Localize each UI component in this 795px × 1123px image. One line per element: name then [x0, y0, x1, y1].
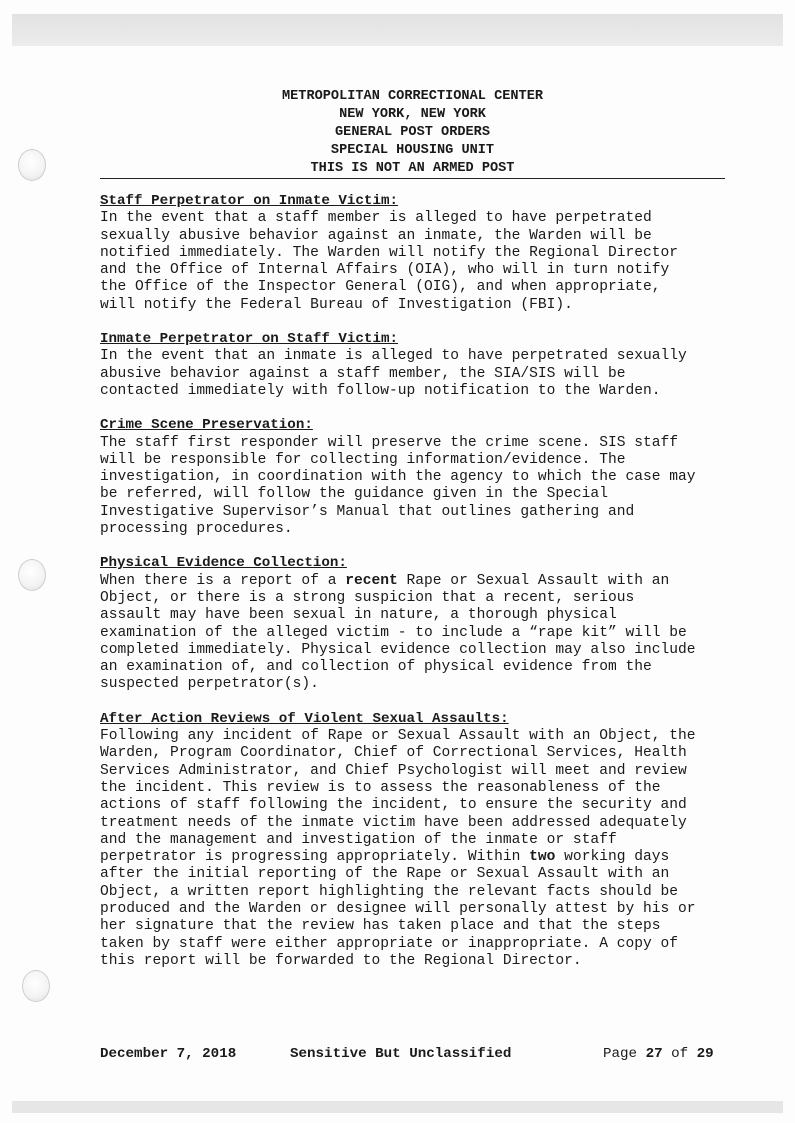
- text-run: Rape or Sexual Assault with an: [397, 572, 670, 589]
- text-line: produced and the Warden or designee will personally attest by his or: [100, 900, 696, 917]
- text-run: When there is a report of a: [100, 572, 346, 589]
- text-line: treatment needs of the inmate victim have been addressed adequately: [100, 814, 687, 831]
- section-title: Crime Scene Preservation:: [100, 417, 313, 434]
- text-line: processing procedures.: [100, 521, 293, 538]
- text-run: perpetrator is progressing appropriately. Within: [100, 849, 530, 866]
- scan-edge-top: [12, 14, 783, 46]
- text-line: sexually abusive behavior against an inmate, the Warden will be: [100, 227, 652, 244]
- section-title: Physical Evidence Collection:: [100, 555, 347, 572]
- text-line: notified immediately. The Warden will notify the Regional Director: [100, 244, 679, 261]
- text-line: the Office of the Inspector General (OIG), and when appropriate,: [100, 279, 661, 296]
- text-run: working days: [555, 849, 670, 866]
- text-line: an examination of, and collection of physical evidence from the: [100, 659, 652, 676]
- text-line: assault may have been sexual in nature, a thorough physical: [100, 607, 617, 624]
- text-line: Investigative Supervisor’s Manual that outlines gathering and: [100, 503, 635, 520]
- emphasis-recent: recent: [345, 572, 398, 589]
- page-of: of: [662, 1046, 697, 1062]
- text-line: her signature that the review has taken place and that the steps: [100, 918, 661, 935]
- text-line: contacted immediately with follow-up notification to the Warden.: [100, 382, 661, 399]
- section-inmate-perpetrator: [100, 331, 760, 400]
- binder-hole-middle: [18, 559, 46, 591]
- document-header: [100, 88, 725, 178]
- section-crime-scene: [100, 417, 760, 538]
- footer-classification: Sensitive But Unclassified: [290, 1046, 512, 1062]
- text-line: actions of staff following the incident, to ensure the security and: [100, 797, 687, 814]
- text-line: [100, 849, 760, 866]
- section-after-action-reviews: [100, 711, 760, 970]
- text-line: examination of the alleged victim - to include a “rape kit” will be: [100, 624, 687, 641]
- text-line: In the event that an inmate is alleged to have perpetrated sexually: [100, 348, 687, 365]
- section-title: Staff Perpetrator on Inmate Victim:: [100, 193, 398, 209]
- header-unit: SPECIAL HOUSING UNIT: [330, 143, 495, 158]
- document-body: [100, 193, 760, 987]
- text-line: the incident. This review is to assess the reasonableness of the: [100, 779, 661, 796]
- section-title: Inmate Perpetrator on Staff Victim:: [100, 331, 398, 348]
- text-line: Services Administrator, and Chief Psychologist will meet and review: [100, 762, 687, 779]
- footer-page-number: [603, 1046, 714, 1062]
- text-line: Object, a written report highlighting the relevant facts should be: [100, 883, 679, 900]
- footer-date: December 7, 2018: [100, 1046, 237, 1062]
- scan-edge-bottom: [12, 1101, 783, 1113]
- page-total: 29: [696, 1046, 714, 1062]
- binder-hole-bottom: [22, 970, 50, 1002]
- emphasis-two: two: [529, 849, 556, 866]
- text-line: Warden, Program Coordinator, Chief of Correctional Services, Health: [100, 745, 687, 762]
- text-line: Object, or there is a strong suspicion that a recent, serious: [100, 589, 635, 606]
- text-line: The staff first responder will preserve the crime scene. SIS staff: [100, 434, 679, 451]
- text-line: abusive behavior against a staff member, the SIA/SIS will be: [100, 365, 626, 382]
- text-line: will notify the Federal Bureau of Investigation (FBI).: [100, 296, 573, 313]
- text-line: taken by staff were either appropriate or inappropriate. A copy of: [100, 935, 679, 952]
- text-line: this report will be forwarded to the Regional Director.: [100, 952, 582, 969]
- text-line: and the Office of Internal Affairs (OIA), who will in turn notify: [100, 262, 670, 279]
- section-staff-perpetrator: [100, 193, 760, 314]
- text-line: In the event that a staff member is alleged to have perpetrated: [100, 210, 652, 227]
- header-divider: [100, 178, 725, 179]
- text-line: Following any incident of Rape or Sexual Assault with an Object, the: [100, 728, 696, 745]
- binder-hole-top: [18, 149, 46, 181]
- text-line: will be responsible for collecting information/evidence. The: [100, 451, 626, 468]
- text-line: [100, 573, 760, 590]
- text-line: after the initial reporting of the Rape or Sexual Assault with an: [100, 866, 670, 883]
- page-prefix: Page: [603, 1046, 646, 1062]
- header-facility: METROPOLITAN CORRECTIONAL CENTER: [281, 89, 544, 104]
- text-line: and the management and investigation of the inmate or staff: [100, 831, 617, 848]
- text-line: completed immediately. Physical evidence collection may also include: [100, 641, 696, 658]
- header-orders: GENERAL POST ORDERS: [335, 125, 490, 140]
- page-current: 27: [645, 1046, 663, 1062]
- text-line: be referred, will follow the guidance given in the Special: [100, 486, 608, 503]
- header-armed-status: THIS IS NOT AN ARMED POST: [310, 161, 515, 176]
- text-line: investigation, in coordination with the agency to which the case may: [100, 469, 696, 486]
- header-location: NEW YORK, NEW YORK: [339, 107, 486, 122]
- section-physical-evidence: [100, 555, 760, 693]
- section-title: After Action Reviews of Violent Sexual Assaults:: [100, 710, 509, 727]
- text-line: suspected perpetrator(s).: [100, 676, 319, 693]
